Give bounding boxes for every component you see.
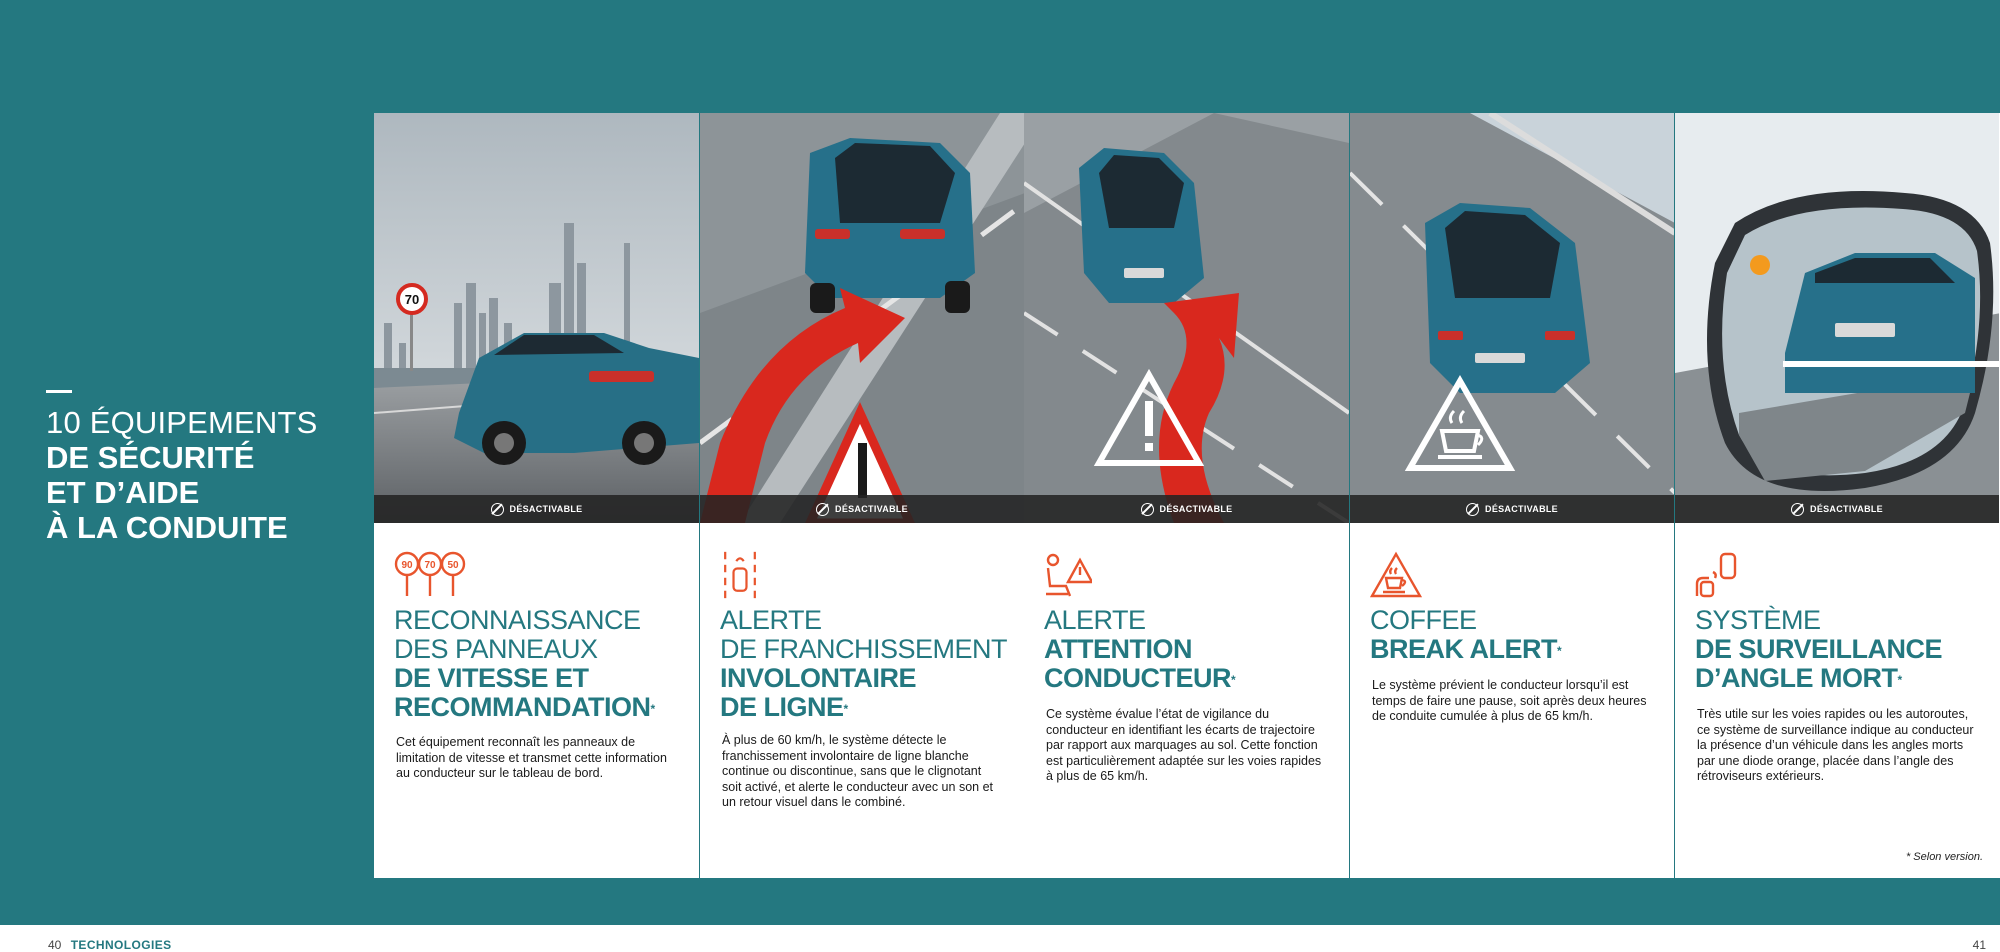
title-light-line: DE FRANCHISSEMENT xyxy=(720,634,1008,664)
deactivatable-badge xyxy=(1675,495,1999,523)
speed-signs-icon xyxy=(394,550,466,600)
title-light-line: DES PANNEAUX xyxy=(394,634,598,664)
photo-lane-departure xyxy=(700,113,1024,523)
feature-panel-speed-signs xyxy=(374,113,699,878)
badge-label: DÉSACTIVABLE xyxy=(835,504,908,514)
feature-panel-driver-attention xyxy=(1024,113,1349,878)
photo-speed-sign-car xyxy=(374,113,699,523)
feature-description: À plus de 60 km/h, le système détecte le franchissement involontaire de ligne blanche continue ou discontinue, sans que le clignotant soit activé, et alerte le conducteur avec un son et un retour visuel dans le combiné. xyxy=(722,733,993,809)
title-light-line: SYSTÈME xyxy=(1695,605,1821,635)
feature-panel-blind-spot xyxy=(1674,113,1999,878)
feature-panel-coffee-break xyxy=(1349,113,1674,878)
photo-sign-text: 70 xyxy=(404,292,420,307)
deactivatable-badge xyxy=(374,495,699,523)
footnote-star: * xyxy=(1557,644,1562,658)
deactivate-icon xyxy=(491,503,504,516)
title-line-3: ET D’AIDE xyxy=(46,475,200,510)
feature-description: Très utile sur les voies rapides ou les autoroutes, ce système de surveillance indique au conducteur la présence d’un véhicule dans les angles morts par une diode orange, placée dans l’angle des rétroviseurs extérieurs. xyxy=(1697,707,1974,783)
title-bold-line: INVOLONTAIRE xyxy=(720,663,916,693)
title-bold-line: RECOMMANDATION xyxy=(394,692,651,722)
title-bold-line: CONDUCTEUR xyxy=(1044,663,1231,693)
badge-label: DÉSACTIVABLE xyxy=(1485,504,1558,514)
photo-coffee-break xyxy=(1350,113,1674,523)
page-number-left: 40 xyxy=(48,938,62,952)
footnote-star: * xyxy=(1231,673,1236,687)
title-light-line: ALERTE xyxy=(1044,605,1146,635)
feature-title xyxy=(1044,606,1344,693)
features-grid xyxy=(374,113,2000,878)
title-bold-line: DE SURVEILLANCE xyxy=(1695,634,1943,664)
deactivatable-badge xyxy=(1350,495,1674,523)
title-line-1: 10 ÉQUIPEMENTS xyxy=(46,405,318,440)
lane-departure-icon xyxy=(720,550,760,600)
photo-driver-attention xyxy=(1024,113,1349,523)
feature-title xyxy=(1695,606,1995,693)
feature-title xyxy=(1370,606,1670,664)
title-light-line: RECONNAISSANCE xyxy=(394,605,641,635)
badge-label: DÉSACTIVABLE xyxy=(1810,504,1883,514)
driver-attention-icon xyxy=(1044,550,1092,600)
footnote-star: * xyxy=(843,702,848,716)
blind-spot-icon xyxy=(1695,550,1739,600)
footnote-star: * xyxy=(1897,673,1902,687)
deactivate-icon xyxy=(1141,503,1154,516)
photo-blind-spot-mirror xyxy=(1675,113,1999,523)
deactivate-icon xyxy=(1466,503,1479,516)
title-bold-line: ATTENTION xyxy=(1044,634,1192,664)
title-light-line: COFFEE xyxy=(1370,605,1477,635)
title-bold-line: DE VITESSE ET xyxy=(394,663,589,693)
feature-title xyxy=(394,606,694,722)
badge-label: DÉSACTIVABLE xyxy=(1159,504,1233,514)
footer-left xyxy=(48,938,172,952)
badge-label: DÉSACTIVABLE xyxy=(509,504,583,514)
title-line-2: DE SÉCURITÉ xyxy=(46,440,255,475)
deactivate-icon xyxy=(1791,503,1804,516)
deactivatable-badge xyxy=(700,495,1024,523)
feature-panel-lane-departure xyxy=(699,113,1024,878)
feature-description: Cet équipement reconnaît les panneaux de limitation de vitesse et transmet cette information au conducteur sur le tableau de bord. xyxy=(396,735,667,780)
deactivatable-badge xyxy=(1024,495,1349,523)
title-bold-line: BREAK ALERT xyxy=(1370,634,1557,664)
title-bold-line: DE LIGNE xyxy=(720,692,844,722)
feature-description: Le système prévient le conducteur lorsqu’il est temps de faire une pause, soit après deux heures de conduite cumulée à plus de 65 km/h. xyxy=(1372,678,1647,723)
footnote: * Selon version. xyxy=(1905,851,1983,863)
page-title xyxy=(46,390,346,545)
icon-label-50: 50 xyxy=(447,560,459,571)
page-number-right: 41 xyxy=(1972,938,1986,952)
footnote-star: * xyxy=(650,702,655,716)
title-bold-line: D’ANGLE MORT xyxy=(1695,663,1898,693)
coffee-break-icon xyxy=(1370,550,1422,600)
icon-label-70: 70 xyxy=(424,560,436,571)
title-line-4: À LA CONDUITE xyxy=(46,510,288,545)
section-label: TECHNOLOGIES xyxy=(70,938,172,952)
title-dash xyxy=(46,390,72,393)
icon-label-90: 90 xyxy=(401,560,413,571)
feature-description: Ce système évalue l’état de vigilance du conducteur en identifiant les écarts de trajectoire par rapport aux marquages au sol. Cette fonction est particulièrement adaptée sur les voies rapides à plus de 65 km/h. xyxy=(1046,707,1322,783)
deactivate-icon xyxy=(816,503,829,516)
feature-title xyxy=(720,606,1020,722)
title-light-line: ALERTE xyxy=(720,605,822,635)
